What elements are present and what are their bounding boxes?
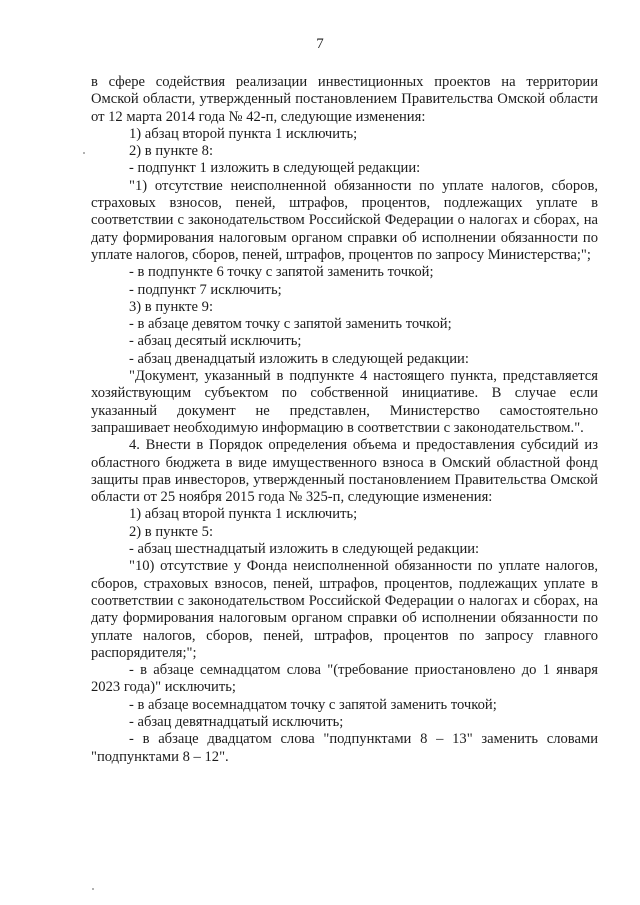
paragraph-item: 2) в пункте 5: xyxy=(129,523,214,540)
paragraph-section: 4. Внести в Порядок определения объема и предоставления субсидий из областного бюджета в виде имущественного взноса в Омский областной фонд защиты прав инвесторов, утвержденный постановлением Правительства Омской области от 25 ноября 2015 года № 325-п, следующие изменения: xyxy=(91,437,598,506)
paragraph-item: - подпункт 1 изложить в следующей редакции: xyxy=(129,160,421,177)
paragraph-item: - абзац десятый исключить; xyxy=(129,333,302,350)
page-number: 7 xyxy=(316,36,324,52)
paragraph-item: - абзац девятнадцатый исключить; xyxy=(129,713,344,730)
paragraph-item: 1) абзац второй пункта 1 исключить; xyxy=(129,125,358,142)
paragraph-item: 3) в пункте 9: xyxy=(129,298,214,315)
paragraph-quote: "Документ, указанный в подпункте 4 настоящего пункта, представляется хозяйствующим субъектом по собственной инициативе. В случае если указанный документ не представлен, Министерство самостоятельно запрашивает необходимую информацию в соответствии с законодательством.". xyxy=(91,368,598,436)
paragraph-item: - в подпункте 6 точку с запятой заменить точкой; xyxy=(129,264,434,281)
paragraph-item: - в абзаце девятом точку с запятой заменить точкой; xyxy=(129,316,452,333)
document-body xyxy=(91,74,598,766)
scan-speck xyxy=(83,152,85,154)
paragraph-item: - в абзаце двадцатом слова "подпунктами 8 – 13" заменить словами "подпунктами 8 – 12". xyxy=(91,731,598,765)
paragraph-item: 1) абзац второй пункта 1 исключить; xyxy=(129,506,358,523)
paragraph-intro: в сфере содействия реализации инвестиционных проектов на территории Омской области, утвержденный постановлением Правительства Омской области от 12 марта 2014 года № 42-п, следующие изменения: xyxy=(91,74,598,125)
paragraph-item: - абзац шестнадцатый изложить в следующей редакции: xyxy=(129,541,480,558)
paragraph-item: - подпункт 7 исключить; xyxy=(129,281,282,298)
paragraph-item: - в абзаце восемнадцатом точку с запятой заменить точкой; xyxy=(129,696,497,713)
scan-speck xyxy=(92,888,94,890)
paragraph-item: 2) в пункте 8: xyxy=(129,143,214,160)
paragraph-item: - в абзаце семнадцатом слова "(требование приостановлено до 1 января 2023 года)" исключить; xyxy=(91,662,598,696)
paragraph-quote: "1) отсутствие неисполненной обязанности по уплате налогов, сборов, страховых взносов, пеней, штрафов, процентов, подлежащих уплате в соответствии с законодательством Российской Федерации о налогах и сборах, на дату формирования налоговым органом справки об исполнении обязанности по уплате налогов, сборов, пеней, штрафов, процентов по запросу Министерства;"; xyxy=(91,177,598,263)
paragraph-item: - абзац двенадцатый изложить в следующей редакции: xyxy=(129,350,469,367)
paragraph-quote: "10) отсутствие у Фонда неисполненной обязанности по уплате налогов, сборов, страховых взносов, пеней, штрафов, процентов, подлежащих уплате в соответствии с законодательством Российской Федерации о налогах и сборах, на дату формирования налоговым органом справки об исполнении обязанности по уплате налогов, сборов, пеней, штрафов, процентов по запросу главного распорядителя;"; xyxy=(91,558,598,661)
